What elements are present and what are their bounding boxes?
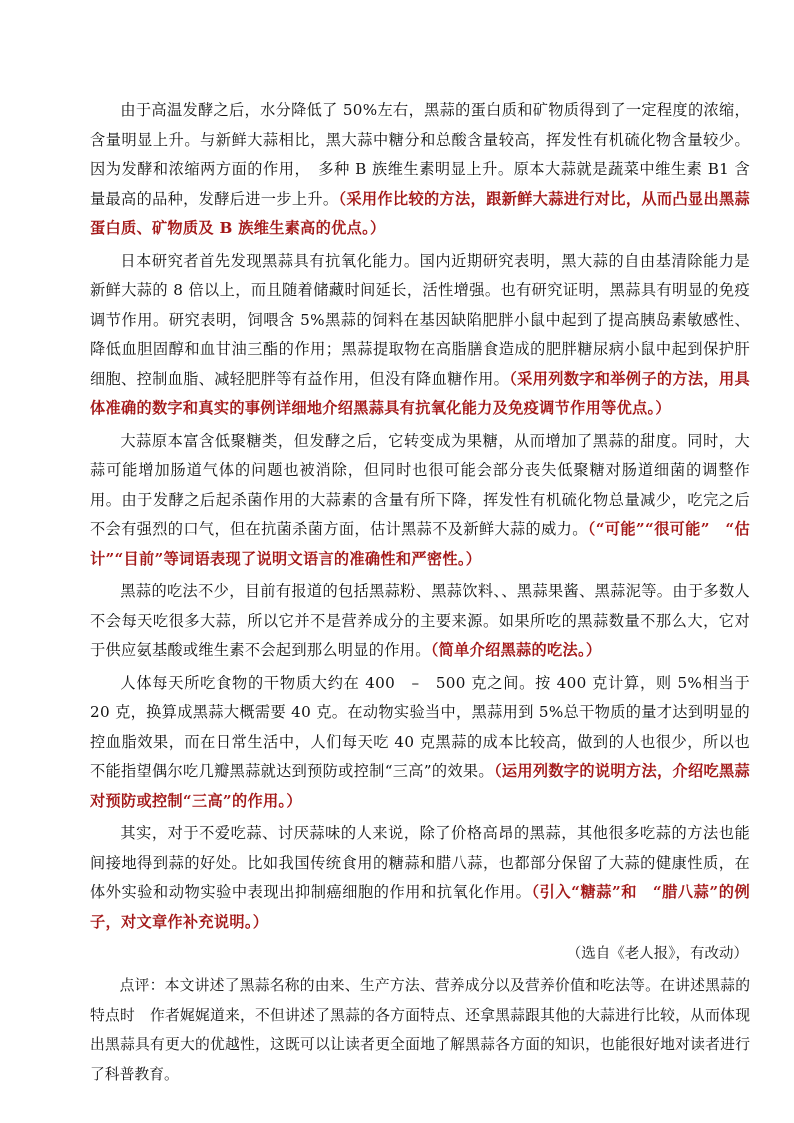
annotation-note: （“可能”“很可能” “估计”“目前”等词语表现了说明文语言的准确性和严密性。） (90, 520, 750, 568)
paragraph-text: 人体每天所吃食物的干物质大约在 400 – 500 克之间。按 400 克计算，则 5%相当于 20 克，换算成黑蒜大概需要 40 克。在动物实验当中，黑蒜用到 5%总干物质的量才达到明显的控血脂效果，而在日常生活中，人们每天吃 40 克黑蒜的成本比较高，做到的人也很少，所以也不能指望偶尔吃几瓣黑蒜就达到预防或控制“三高”的效果。 (90, 673, 750, 780)
annotation-note: （采用列数字和举例子的方法，用具体准确的数字和真实的事例详细地介绍黑蒜具有抗氧化能力及免疫调节作用等优点。） (90, 369, 750, 417)
paragraph-4 (90, 577, 750, 666)
paragraph-text: 由于高温发酵之后，水分降低了 50%左右，黑蒜的蛋白质和矿物质得到了一定程度的浓缩，含量明显上升。与新鲜大蒜相比，黑大蒜中糖分和总酸含量较高，挥发性有机硫化物含量较少。因为发酵和浓缩两方面的作用， 多种 B 族维生素明显上升。原本大蒜就是蔬菜中维生素 B1 含量最高的品种，发酵后进一步上升。 (90, 101, 750, 208)
paragraph-3 (90, 427, 750, 575)
paragraph-1 (90, 96, 750, 244)
paragraph-text: 日本研究者首先发现黑蒜具有抗氧化能力。国内近期研究表明，黑大蒜的自由基清除能力是新鲜大蒜的 8 倍以上，而且随着储藏时间延长，活性增强。也有研究证明，黑蒜具有明显的免疫调节作用。研究表明，饲喂含 5%黑蒜的饲料在基因缺陷肥胖小鼠中起到了提高胰岛素敏感性、降低血胆固醇和血甘油三酯的作用；黑蒜提取物在高脂膳食造成的肥胖糖尿病小鼠中起到保护肝细胞、控制血脂、减轻肥胖等有益作用，但没有降血糖作用。 (90, 251, 750, 388)
paragraph-text: 大蒜原本富含低聚糖类，但发酵之后，它转变成为果糖，从而增加了黑蒜的甜度。同时，大蒜可能增加肠道气体的问题也被消除，但同时也很可能会部分丧失低聚糖对肠道细菌的调整作用。由于发酵之后起杀菌作用的大蒜素的含量有所下降，挥发性有机硫化物总量减少，吃完之后不会有强烈的口气，但在抗菌杀菌方面，估计黑蒜不及新鲜大蒜的威力。 (90, 431, 750, 538)
paragraph-text: 黑蒜的吃法不少，目前有报道的包括黑蒜粉、黑蒜饮料、、黑蒜果酱、黑蒜泥等。由于多数人不会每天吃很多大蒜，所以它并不是营养成分的主要来源。如果所吃的黑蒜数量不那么大，它对于供应氨基酸或维生素不会起到那么明显的作用。 (90, 582, 750, 659)
paragraph-2 (90, 247, 750, 424)
annotation-note: （运用列数字的说明方法，介绍吃黑蒜对预防或控制“三高”的作用。） (90, 762, 750, 810)
review-paragraph: 点评：本文讲述了黑蒜名称的由来、生产方法、营养成分以及营养价值和吃法等。在讲述黑蒜的特点时 作者娓娓道来，不但讲述了黑蒜的各方面特点、还拿黑蒜跟其他的大蒜进行比较，从而体现出黑蒜具有更大的优越性，这既可以让读者更全面地了解黑蒜各方面的知识，也能很好地对读者进行了科普教育。 (90, 977, 750, 1083)
paragraph-6 (90, 819, 750, 937)
annotation-note: （简单介绍黑蒜的吃法。） (430, 641, 602, 659)
annotation-note: （引入“糖蒜”和 “腊八蒜”的例子，对文章作补充说明。） (90, 883, 750, 931)
source-citation: （选自《老人报》，有改动） (566, 946, 748, 962)
paragraph-5 (90, 669, 750, 817)
annotation-note: （采用作比较的方法，跟新鲜大蒜进行对比，从而凸显出黑蒜蛋白质、矿物质及 B 族维生素高的优点。） (90, 189, 750, 237)
document-page (90, 96, 750, 1089)
paragraph-text: 其实，对于不爱吃蒜、讨厌蒜味的人来说，除了价格高昂的黑蒜，其他很多吃蒜的方法也能间接地得到蒜的好处。比如我国传统食用的糖蒜和腊八蒜，也都部分保留了大蒜的健康性质，在体外实验和动物实验中表现出抑制癌细胞的作用和抗氧化作用。 (90, 824, 750, 901)
